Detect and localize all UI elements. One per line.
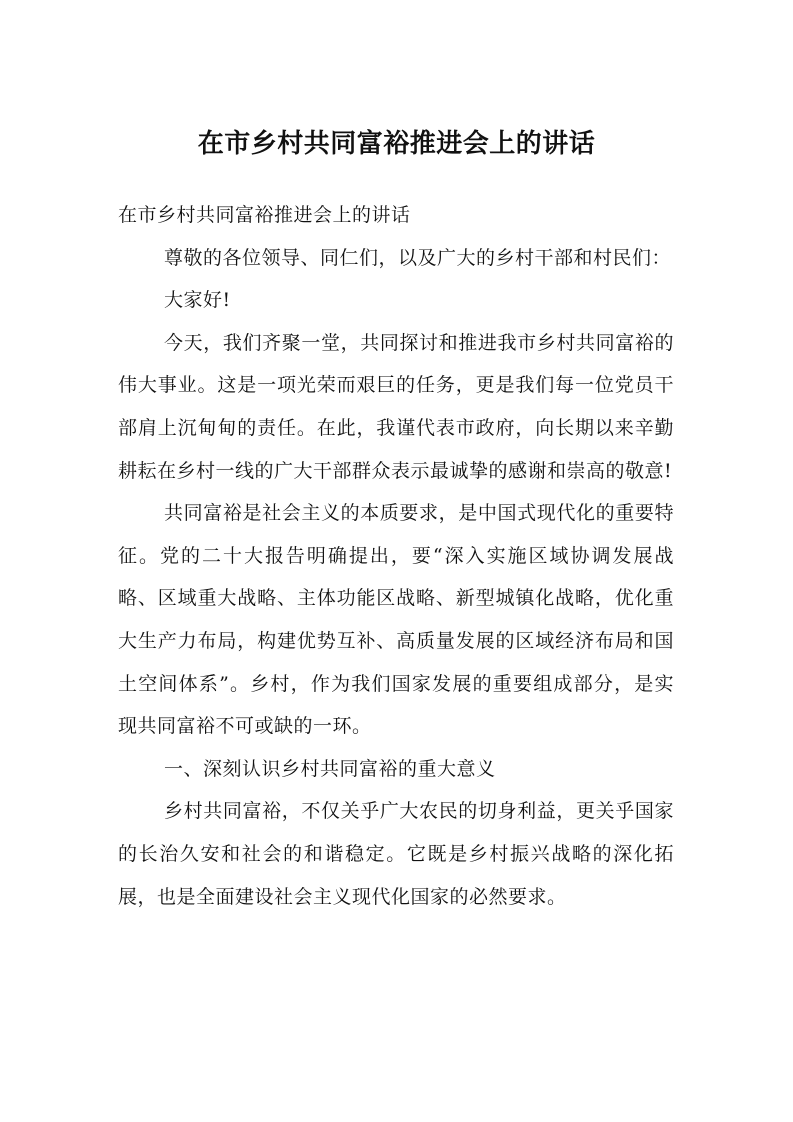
document-title: 在市乡村共同富裕推进会上的讲话 (197, 129, 596, 159)
significance-paragraph: 乡村共同富裕，不仅关乎广大农民的切身利益，更关乎国家的长治久安和社会的和谐稳定。它既是乡村振兴战略的深化拓展，也是全面建设社会主义现代化国家的必然要求。 (118, 800, 674, 908)
body-heading: 在市乡村共同富裕推进会上的讲话 (118, 204, 411, 226)
opening-paragraph: 今天，我们齐聚一堂，共同探讨和推进我市乡村共同富裕的伟大事业。这是一项光荣而艰巨的任务，更是我们每一位党员干部肩上沉甸甸的责任。在此，我谨代表市政府，向长期以来辛勤耕耘在乡村一线的广大干部群众表示最诚挚的感谢和崇高的敬意! (118, 331, 674, 482)
common-prosperity-paragraph: 共同富裕是社会主义的本质要求，是中国式现代化的重要特征。党的二十大报告明确提出，要“深入实施区域协调发展战略、区域重大战略、主体功能区战略、新型城镇化战略，优化重大生产力布局，构建优势互补、高质量发展的区域经济布局和国土空间体系”。乡村，作为我们国家发展的重要组成部分，是实现共同富裕不可或缺的一环。 (118, 502, 674, 738)
document-body (118, 194, 674, 918)
section-heading-1: 一、深刻认识乡村共同富裕的重大意义 (164, 757, 496, 780)
greeting-paragraph: 大家好! (164, 289, 231, 312)
salutation-paragraph: 尊敬的各位领导、同仁们，以及广大的乡村干部和村民们： (164, 246, 672, 269)
